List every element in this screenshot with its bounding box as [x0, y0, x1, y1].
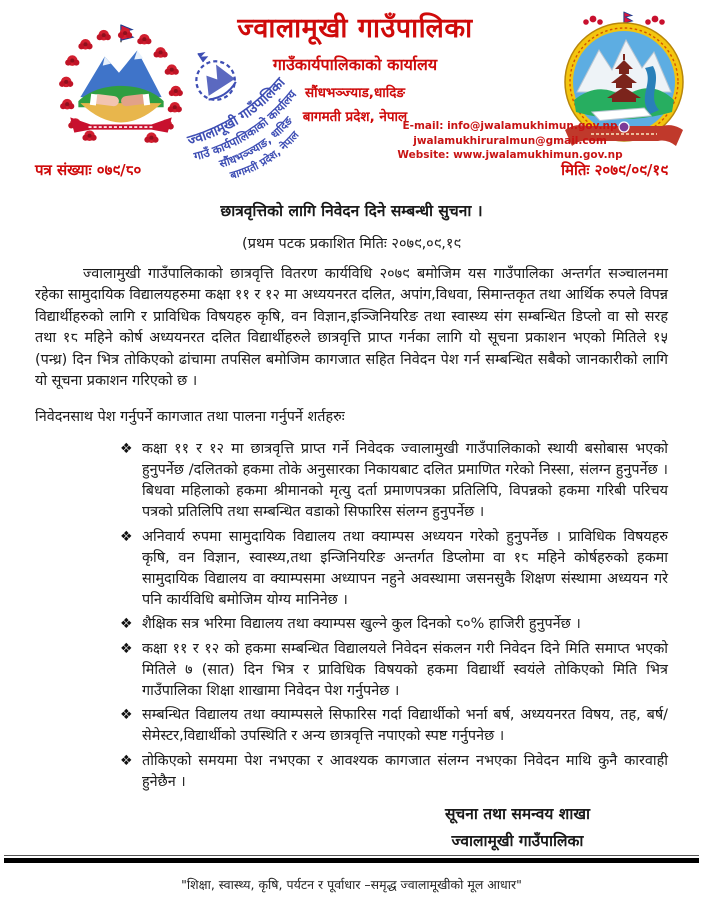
bullet-diamond-icon: ❖: [120, 616, 133, 633]
footer-rule-thick: [4, 858, 699, 863]
contact-block: [396, 119, 624, 163]
municipality-name: ज्वालामूखी गाउँपालिका: [237, 13, 473, 44]
condition-item: [120, 614, 668, 635]
condition-item: [120, 751, 668, 793]
bullet-diamond-icon: ❖: [120, 440, 133, 457]
page-footer: [0, 855, 703, 910]
office-name: गाउँकार्यपालिकाको कार्यालय: [272, 55, 438, 74]
stamp-text-line2: गाउँ कार्यपालिकाको कार्यालय: [192, 87, 300, 164]
stamp-text-line4: बागमती प्रदेश, नेपाल: [228, 128, 302, 183]
signature-block: [410, 801, 625, 855]
published-date-line: (प्रथम पटक प्रकाशित मितिः २०७९,०९,१९: [242, 236, 461, 252]
condition-text: कक्षा ११ र १२ को हकमा सम्बन्धित विद्यालयले निवेदन संकलन गरी निवेदन दिने मिति समाप्त भएको मितिले ७ (सात) दिन भित्र र प्राविधिक विषयको हकमा विद्यार्थी स्वयंले तोकिएको मिति भित्र गाउँपालिका शिक्षा शाखामा निवेदन पेश गर्नुपनेछ ।: [142, 640, 668, 700]
letterhead-titles: [190, 14, 520, 125]
address-line-2: बागमती प्रदेश, नेपाल: [302, 109, 408, 125]
letter-date: मितिः २०७९/०९/१९: [561, 161, 668, 179]
address-line-1: सौंधभञ्ज्याड,धादिङ: [304, 85, 406, 101]
signature-municipality: ज्वालामूखी गाउँपालिका: [451, 832, 584, 851]
footer-motto: "शिक्षा, स्वास्थ्य, कृषि, पर्यटन र पूर्वाधार –समृद्ध ज्वालामूखीको मूल आधार": [181, 876, 522, 892]
website-line: Website: www.jwalamukhimun.gov.np: [397, 149, 623, 161]
notice-body: [0, 199, 703, 855]
condition-text: शैक्षिक सत्र भरिमा विद्यालय तथा क्याम्पस खुल्ने कुल दिनको ८०% हाजिरी हुनुपर्नेछ ।: [142, 616, 581, 633]
bullet-diamond-icon: ❖: [120, 528, 133, 545]
footer-rule-thin: [4, 855, 699, 856]
condition-item: [120, 705, 668, 747]
conditions-heading: निवेदनसाथ पेश गर्नुपर्ने कागजात तथा पालना गर्नुपर्ने शर्तहरुः: [35, 408, 345, 425]
meta-row: [35, 160, 668, 180]
stamp-text-line1: ज्वालामूखी गाउँपालिका: [185, 74, 289, 150]
bullet-diamond-icon: ❖: [120, 752, 133, 769]
condition-text: तोकिएको समयमा पेश नभएका र आवश्यक कागजात संलग्न नभएका निवेदन माथि कुनै कारवाही हुनेछैन ।: [142, 752, 668, 790]
condition-text: कक्षा ११ र १२ मा छात्रवृत्ति प्राप्त गर्ने निवेदक ज्वालामुखी गाउँपालिकाको स्थायी बसोबास भएको हुनुपर्नेछ /दलितको हकमा तोके अनुसारका निकायबाट दलित प्रमाणित गरेको निस्सा, संलग्न हुनुपर्नेछ । बिधवा महिलाको हकमा श्रीमानको मृत्यु दर्ता प्रमाणपत्रका प्रतिलिपि, विपन्नको हकमा गरिबी परिचय पत्रको प्रतिलिपि तथा सम्बन्धित वडाको सिफारिस संलग्न हुनुपर्नेछ ।: [142, 440, 668, 521]
letterhead: [0, 0, 703, 186]
condition-item: [120, 439, 668, 524]
condition-item: [120, 639, 668, 703]
stamp-text-line3: सौंधभञ्ज्याङ, धादिङ: [217, 114, 296, 171]
condition-text: अनिवार्य रुपमा सामुदायिक विद्यालय तथा क्याम्पस अध्ययन गरेको हुनुपर्नेछ । प्राविधिक विषयहरु कृषि, वन विज्ञान, स्वास्थ्य,तथा इन्जिनियरिङ अन्तर्गत डिप्लोमा वा १८ महिने कोर्षहरुको हकमा सामुदायिक विद्यालय वा क्याम्पसमा अध्यापन नहुने अवस्थामा जसनसुकै शिक्षण संस्थामा अध्ययन गरे पनि कार्यविधि बमोजिम योग्य मानिनेछ ।: [142, 528, 668, 609]
bullet-diamond-icon: ❖: [120, 640, 133, 657]
email-line-2: jwalamukhiruralmun@gmail.com: [413, 134, 607, 147]
letter-number: पत्र संख्याः ०७९/८०: [35, 161, 142, 179]
conditions-list: [35, 439, 668, 793]
condition-text: सम्बन्धित विद्यालय तथा क्याम्पसले सिफारिस गर्दा विद्यार्थीको भर्ना बर्ष, अध्ययनरत विषय, तह, बर्ष/सेमेस्टर,विद्यार्थीको उपस्थिति र अन्य छात्रवृत्ति नपाएको स्पष्ट गर्नुपनेछ ।: [142, 707, 668, 745]
signature-branch: सूचना तथा समन्वय शाखा: [444, 805, 591, 824]
intro-paragraph: ज्वालामुखी गाउँपालिकाको छात्रवृत्ति वितरण कार्यविधि २०७९ बमोजिम यस गाउँपालिका अन्तर्गत सञ्चालनमा रहेका सामुदायिक विद्यालयहरुमा कक्षा ११ र १२ मा अध्ययनरत दलित, अपांग,विधवा, सिमान्तकृत तथा आर्थिक रुपले विपन्न विद्यार्थीहरुको लागि र प्राविधिक विषयहरु कृषि, वन विज्ञान,इञ्जिनियरिङ तथा स्वास्थ्य संग सम्बन्धित डिप्लो वा सो सरह तथा १८ महिने कोर्ष अध्ययनरत दलित विद्यार्थीहरुले छात्रवृत्ति प्राप्त गर्नका लागि यो सूचना प्रकाशन भएको मितिले १५ (पन्ध्र) दिन भित्र तोकिएको ढांचामा तपसिल बमोजिम कागजात सहित निवेदन पेश गर्न सम्बन्धित सबैको जानकारीको लागि यो सूचना प्रकाशन गरिएको छ ।: [35, 266, 668, 390]
email-line-1: E-mail: info@jwalamukhimun.gov.np: [402, 120, 618, 132]
notice-title: छात्रवृत्तिको लागि निवेदन दिने सम्बन्धी सुचना ।: [220, 202, 483, 220]
bullet-diamond-icon: ❖: [120, 707, 133, 724]
condition-item: [120, 527, 668, 612]
